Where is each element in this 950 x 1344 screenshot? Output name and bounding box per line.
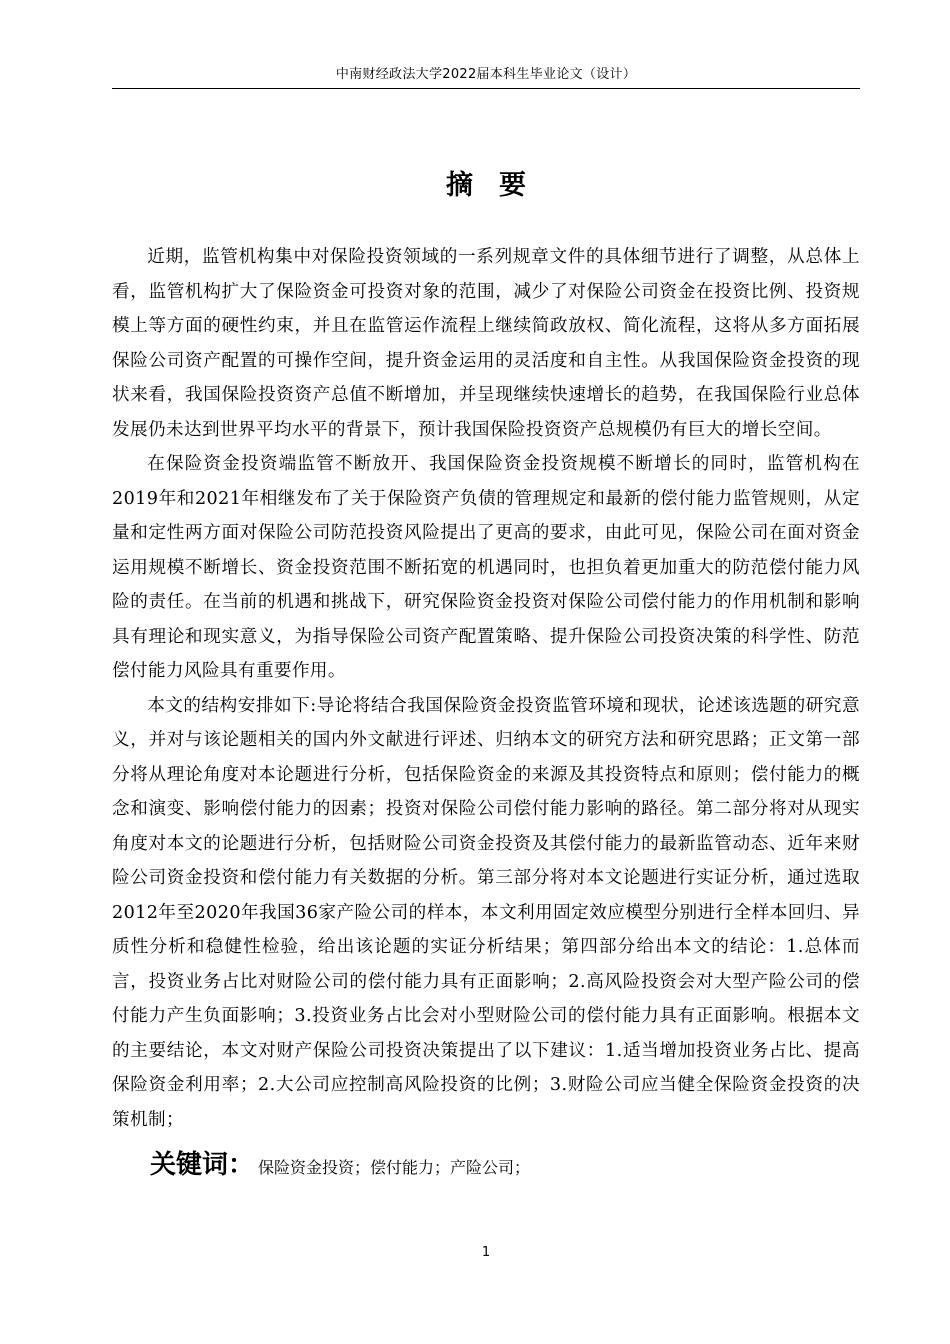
abstract-title (112, 166, 860, 206)
page-number: 1 (481, 1245, 491, 1260)
keywords-line (150, 1144, 850, 1181)
abstract-paragraph-1: 近期，监管机构集中对保险投资领域的一系列规章文件的具体细节进行了调整，从总体上看，监管机构扩大了保险资金可投资对象的范围，减少了对保险公司资金在投资比例、投资规模上等方面的硬性约束，并且在监管运作流程上继续简政放权、简化流程，这将从多方面拓展保险公司资产配置的可操作空间，提升资金运用的灵活度和自主性。从我国保险资金投资的现状来看，我国保险投资资产总值不断增加，并呈现继续快速增长的趋势，在我国保险行业总体发展仍未达到世界平均水平的背景下，预计我国保险投资资产总规模仍有巨大的增长空间。 (112, 247, 860, 440)
keywords-text: 保险资金投资；偿付能力；产险公司； (258, 1158, 531, 1177)
abstract-paragraph-3: 本文的结构安排如下:导论将结合我国保险资金投资监管环境和现状，论述该选题的研究意义，并对与该论题相关的国内外文献进行评述、归纳本文的研究方法和研究思路；正文第一部分将从理论角度对本论题进行分析，包括保险资金的来源及其投资特点和原则；偿付能力的概念和演变、影响偿付能力的因素；投资对保险公司偿付能力影响的路径。第二部分将对从现实角度对本文的论题进行分析，包括财险公司资金投资及其偿付能力的最新监管动态、近年来财险公司资金投资和偿付能力有关数据的分析。第三部分将对本文论题进行实证分析，通过选取2012年至2020年我国36家产险公司的样本，本文利用固定效应模型分别进行全样本回归、异质性分析和稳健性检验，给出该论题的实证分析结果；第四部分给出本文的结论：1.总体而言，投资业务占比对财险公司的偿付能力具有正面影响；2.高风险投资会对大型产险公司的偿付能力产生负面影响；3.投资业务占比会对小型财险公司的偿付能力具有正面影响。根据本文的主要结论，本文对财产保险公司投资决策提出了以下建议：1.适当增加投资业务占比、提高保险资金利用率；2.大公司应控制高风险投资的比例；3.财险公司应当健全保险资金投资的决策机制； (112, 695, 860, 1130)
keywords-label: 关键词： (150, 1150, 255, 1180)
abstract-paragraph-2: 在保险资金投资端监管不断放开、我国保险资金投资规模不断增长的同时，监管机构在2019年和2021年相继发布了关于保险资产负债的管理规定和最新的偿付能力监管规则，从定量和定性两方面对保险公司防范投资风险提出了更高的要求，由此可见，保险公司在面对资金运用规模不断增长、资金投资范围不断拓宽的机遇同时，也担负着更加重大的防范偿付能力风险的责任。在当前的机遇和挑战下，研究保险资金投资对保险公司偿付能力的作用机制和影响具有理论和现实意义，为指导保险公司资产配置策略、提升保险公司投资决策的科学性、防范偿付能力风险具有重要作用。 (112, 454, 860, 681)
running-header: 中南财经政法大学2022届本科生毕业论文（设计） (335, 67, 637, 82)
abstract-title-char-1: 摘 (446, 170, 473, 201)
header-divider (112, 88, 860, 89)
abstract-body (112, 240, 860, 1137)
abstract-title-char-2: 要 (499, 170, 526, 201)
